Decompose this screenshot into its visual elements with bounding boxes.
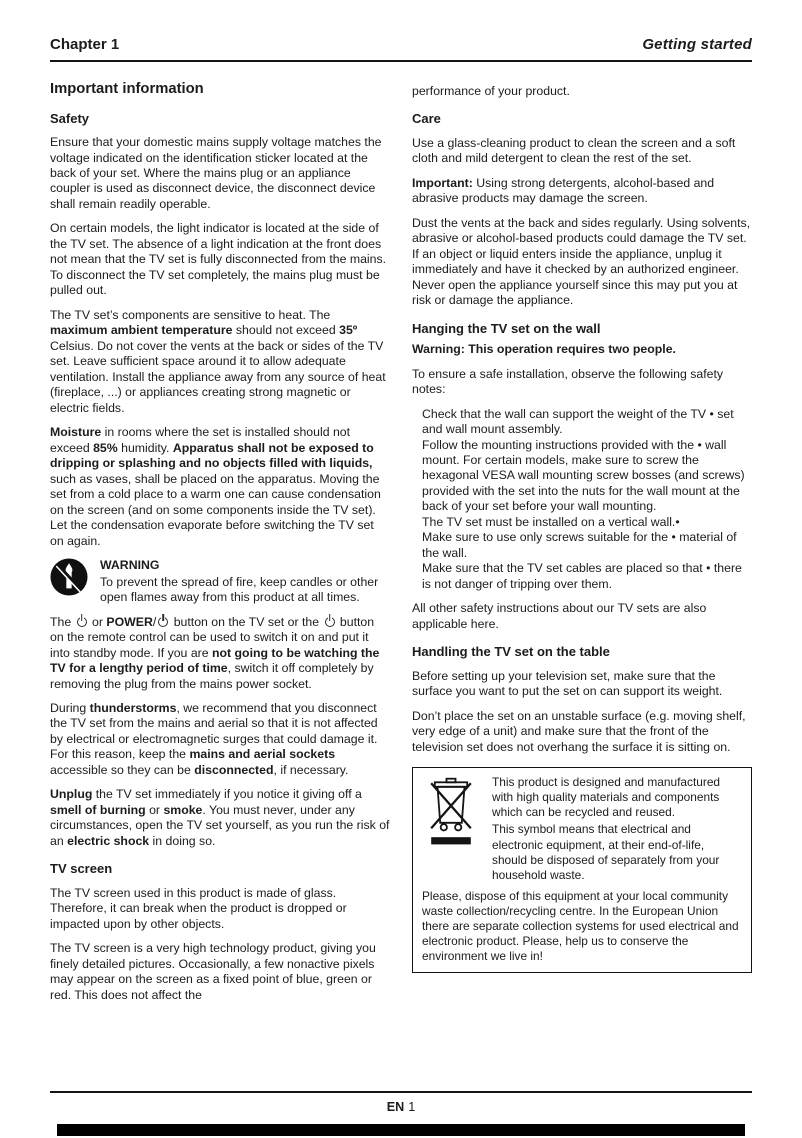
bold-text: Important:	[412, 175, 473, 190]
bold-text: 85%	[93, 440, 118, 455]
paragraph: This product is designed and manufactured with high quality materials and components which can be recycled and reused.	[492, 775, 721, 820]
text-segment: The	[50, 614, 75, 629]
wall-mount-safety-list	[412, 407, 752, 593]
table-handling-heading: Handling the TV set on the table	[412, 644, 610, 660]
print-registration-bar	[57, 1124, 745, 1136]
bold-text: smell of burning	[50, 802, 146, 817]
page-number	[387, 1100, 416, 1114]
page-number-value: 1	[408, 1100, 416, 1114]
bold-text: mains and aerial sockets	[189, 747, 336, 762]
text-segment: The TV set’s components are sensitive to heat. The	[50, 307, 331, 322]
left-column	[50, 74, 390, 1012]
paragraph	[50, 701, 390, 778]
paragraph: Use a glass-cleaning product to clean the screen and a soft cloth and mild detergent to clean the rest of the set.	[412, 135, 736, 166]
text-segment: /	[152, 614, 157, 629]
paragraph	[412, 176, 752, 207]
no-open-flames-icon	[50, 558, 90, 605]
bold-text: electric shock	[67, 833, 150, 848]
text-segment: Using strong detergents, alcohol-based and abrasive products may damage the screen.	[412, 175, 715, 206]
bold-text: disconnected	[194, 762, 274, 777]
paragraph: All other safety instructions about our TV sets are also applicable here.	[412, 601, 707, 631]
paragraph: Before setting up your television set, make sure that the surface you want to put the set on can support its weight.	[412, 668, 723, 699]
weee-notice-box	[412, 767, 752, 973]
paragraph: The TV screen is a very high technology product, giving you finely detailed pictures. Occasionally, a few nonactive pixels may appear on the screen as a fixed point of blue, green or red. This does not affect the	[50, 941, 376, 1002]
weee-notice-text	[492, 775, 742, 885]
text-segment: Celsius. Do not cover the vents at the back or sides of the TV set. Leave sufficient space around it to allow adequate ventilation. Install the appliance away from any source of heat (fireplace, ...) or appliances creating strong magnetic or electric fields.	[50, 338, 386, 415]
bold-text: smoke	[163, 802, 203, 817]
paragraph: Ensure that your domestic mains supply voltage matches the voltage indicated on the identification sticker located at the back of your set. Where the mains plug or an appliance coupler is used as disconnect device, the disconnect device shall remain readily operable.	[50, 135, 382, 211]
list-item: The TV set must be installed on a vertical wall.•	[422, 514, 680, 529]
wall-mount-heading: Hanging the TV set on the wall	[412, 320, 601, 336]
weee-notice-top	[422, 775, 742, 885]
warning-body: To prevent the spread of fire, keep candles or other open flames away from this product at all times.	[100, 574, 379, 605]
text-segment: humidity.	[117, 440, 173, 455]
paragraph: On certain models, the light indicator is located at the side of the TV set. The absence of a light indication at the front does not mean that the TV set is fully disconnected from the mains. To disconnect the TV set completely, the mains plug must be pulled out.	[50, 221, 387, 298]
bold-text: maximum ambient temperature	[50, 323, 233, 338]
power-paragraph	[50, 615, 390, 692]
paragraph: The TV screen used in this product is made of glass. Therefore, it can break when the product is dropped or impacted upon by other objects.	[50, 885, 347, 931]
page-title: Important information	[50, 81, 204, 97]
text-segment: such as vases, shall be placed on the apparatus. Moving the set from a cold place to a warm one can cause condensation on the screen (and on some components inside the TV set). Let the condensation evaporate before switching the TV set on again.	[50, 471, 381, 548]
bold-text: Unplug	[50, 787, 93, 802]
text-segment: the TV set immediately if you notice it giving off a	[92, 787, 362, 802]
bold-text: not going to be watching the TV for a lengthy period of time	[50, 645, 380, 676]
list-item: Check that the wall can support the weight of the TV • set and wall mount assembly.	[422, 406, 734, 437]
text-segment: or	[88, 614, 107, 629]
bold-text: POWER	[106, 614, 153, 629]
chapter-label: Chapter 1	[50, 36, 120, 53]
text-segment: or	[145, 802, 164, 817]
safety-heading: Safety	[50, 110, 90, 126]
list-item: Make sure to use only screws suitable for the • material of the wall.	[422, 530, 737, 560]
bold-text: thunderstorms	[89, 701, 177, 715]
section-title: Getting started	[642, 36, 752, 53]
paragraph: This symbol means that electrical and electronic equipment, at their end-of-life, should be disposed of separately from your household waste.	[492, 822, 720, 882]
page-header	[50, 36, 752, 62]
text-segment: should not exceed	[232, 323, 340, 338]
text-segment: During	[50, 701, 90, 715]
paragraph: Please, dispose of this equipment at your local community waste collection/recycling centre. In the European Union there are separate collection systems for used electrical and electronic product. Please, help us to conserve the environment we live in!	[422, 888, 739, 964]
paragraph	[50, 787, 390, 849]
warning-text-area	[100, 558, 390, 605]
list-item: Make sure that the TV set cables are placed so that • there is not danger of tripping over them.	[422, 561, 742, 591]
text-segment: , if necessary.	[273, 762, 349, 777]
text-segment: accessible so they can be	[50, 762, 195, 777]
power-icon	[77, 617, 87, 627]
bold-text: Apparatus shall not be exposed to dripping or splashing and no objects filled with liquids,	[50, 440, 374, 471]
care-heading: Care	[412, 111, 441, 127]
paragraph	[50, 308, 390, 416]
paragraph	[50, 425, 390, 549]
list-item: Follow the mounting instructions provided with the • wall mount. For certain models, make sure to screw the hexagonal VESA wall mounting screw bosses (and screws) provided with the set into the nuts for the wall mount at the back of your set before your wall mounting.	[422, 437, 745, 514]
warning-title: WARNING	[100, 558, 160, 573]
continued-paragraph: performance of your product.	[412, 84, 570, 98]
text-segment: . You must never, under any circumstances, open the TV set yourself, as you run the risk of an	[50, 802, 390, 848]
page-footer	[50, 1091, 752, 1114]
power-icon	[325, 617, 335, 627]
crossed-out-wheelie-bin-icon	[422, 775, 480, 885]
text-segment: button on the remote control can be used to switch it on and put it into standby mode. If you are	[50, 614, 375, 660]
tv-screen-heading: TV screen	[50, 861, 113, 877]
text-segment: in doing so.	[149, 833, 216, 848]
paragraph: Don’t place the set on an unstable surface (e.g. moving shelf, very edge of a unit) and make sure that the front of the television set does not overhang the surface it is sitting on.	[412, 708, 746, 754]
language-code: EN	[386, 1100, 405, 1114]
paragraph: Dust the vents at the back and sides regularly. Using solvents, abrasive or alcohol-based products could damage the TV set. If an object or liquid enters inside the appliance, unplug it immediately and have it checked by an authorized engineer. Never open the appliance yourself since this may put you at risk or damage the appliance.	[412, 215, 751, 308]
text-segment: in rooms where the set is installed should not exceed	[50, 425, 351, 455]
two-column-body	[50, 74, 752, 1012]
bold-text: Moisture	[50, 425, 102, 440]
two-people-warning: Warning: This operation requires two people.	[412, 342, 676, 357]
paragraph: To ensure a safe installation, observe the following safety notes:	[412, 366, 724, 397]
text-segment: , switch it off completely by removing the plug from the mains power socket.	[50, 661, 374, 691]
text-segment: , we recommend that you disconnect the TV set from the mains and aerial so that it is not affected by electrical or electromagnetic surges that could damage it. For this reason, keep the	[50, 701, 378, 762]
warning-block	[50, 558, 390, 605]
text-segment: button on the TV set or the	[170, 614, 323, 629]
right-column	[412, 74, 752, 1012]
bold-text: 35º	[339, 323, 358, 338]
power-icon	[158, 617, 168, 627]
